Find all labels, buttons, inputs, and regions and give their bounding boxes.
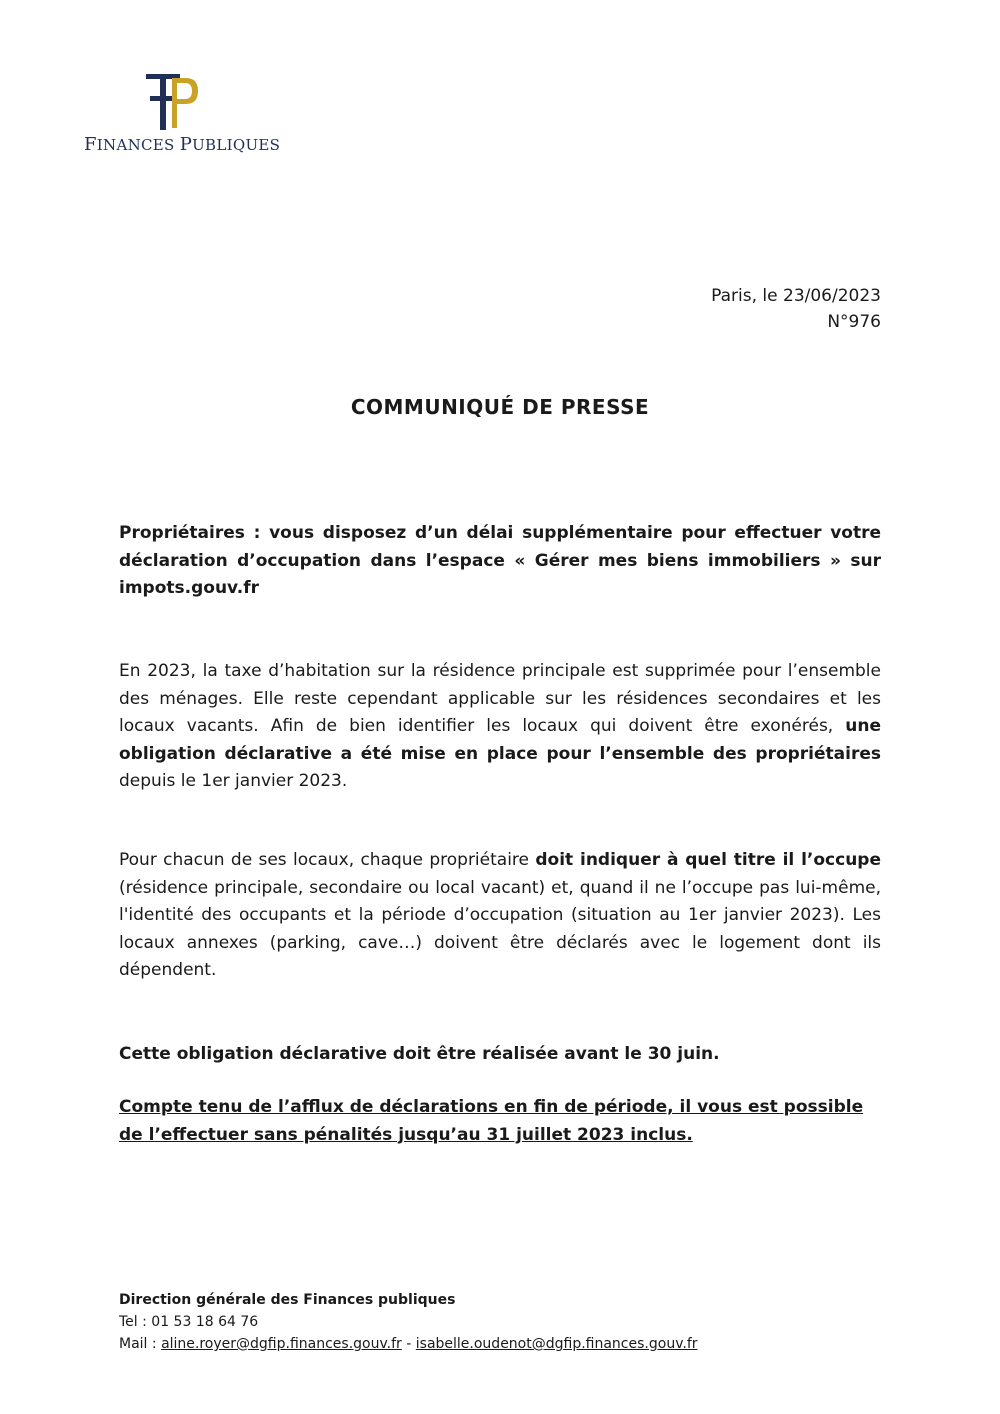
deadline-statement: Cette obligation déclarative doit être réalisée avant le 30 juin. xyxy=(119,1044,720,1064)
email-link-aline-royer[interactable]: aline.royer@dgfip.finances.gouv.fr xyxy=(161,1336,402,1352)
fp-monogram-icon xyxy=(144,70,204,132)
footer-mail: Mail : aline.royer@dgfip.finances.gouv.fr - isabelle.oudenot@dgfip.finances.gouv.fr xyxy=(119,1336,698,1352)
finances-publiques-logo xyxy=(84,70,284,155)
footer-phone: Tel : 01 53 18 64 76 xyxy=(119,1314,259,1330)
page-title: COMMUNIQUÉ DE PRESSE xyxy=(350,395,650,419)
release-number: N°976 xyxy=(827,312,881,332)
dateline xyxy=(711,283,881,335)
paragraph-2-emphasis: doit indiquer à quel titre il l’occupe xyxy=(535,850,882,870)
contact-footer xyxy=(119,1289,698,1355)
email-link-isabelle-oudenot[interactable]: isabelle.oudenot@dgfip.finances.gouv.fr xyxy=(415,1336,698,1352)
extension-statement: Compte tenu de l’afflux de déclarations en fin de période, il vous est possible de l’effectuer sans pénalités jusqu’au 31 juillet 2023 inclus. xyxy=(119,1097,864,1145)
paragraph-1-emphasis: une obligation déclarative a été mise en place pour l’ensemble des propriétaires xyxy=(119,716,881,764)
paragraph-2: Pour chacun de ses locaux, chaque propriétaire doit indiquer à quel titre il l’occupe (résidence principale, secondaire ou local vacant) et, quand il ne l’occupe pas lui-même, l'identité des occupants et la période d’occupation (situation au 1er janvier 2023). Les locaux annexes (parking, cave…) doivent être déclarés avec le logement dont ils dépendent. xyxy=(119,850,882,980)
footer-organization: Direction générale des Finances publiques xyxy=(119,1292,456,1308)
date-place: Paris, le 23/06/2023 xyxy=(711,286,881,306)
headline: Propriétaires : vous disposez d’un délai supplémentaire pour effectuer votre déclaration d’occupation dans l’espace « Gérer mes biens immobiliers » sur impots.gouv.fr xyxy=(119,523,881,598)
paragraph-1: En 2023, la taxe d’habitation sur la résidence principale est supprimée pour l’ensemble des ménages. Elle reste cependant applicable sur les résidences secondaires et les locaux vacants. Afin de bien identifier les locaux qui doivent être exonérés, une obligation déclarative a été mise en place pour l’ensemble des propriétaires depuis le 1er janvier 2023. xyxy=(119,661,881,791)
logo-wordmark: FINANCES PUBLIQUES xyxy=(84,134,281,155)
